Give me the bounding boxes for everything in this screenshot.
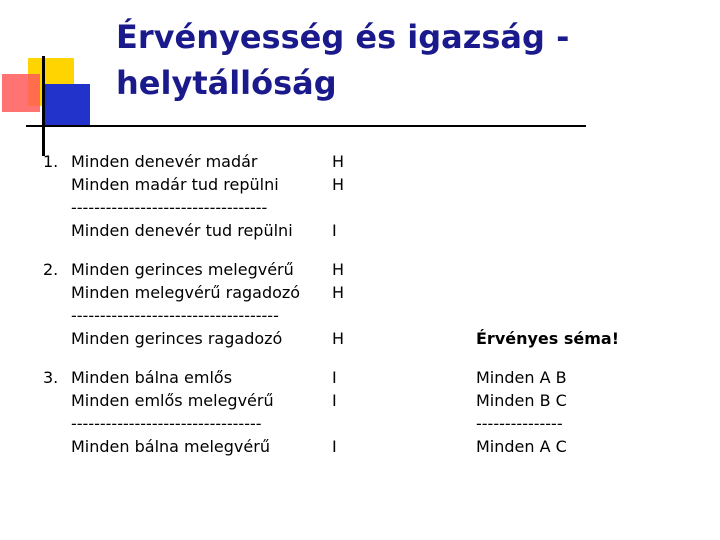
item-3-schema-2: Minden B C (476, 391, 567, 410)
item-1-statements (71, 150, 293, 242)
item-2-mark-4: H (332, 329, 345, 348)
item-3-mark-4: I (332, 437, 337, 456)
item-1-number: 1. (43, 152, 59, 171)
slide-title-line2: helytállóság (116, 64, 337, 102)
item-3-schema-1: Minden A B (476, 368, 567, 387)
item-1-mark-2: H (332, 175, 345, 194)
item-3-premise-2: Minden emlős melegvérű (71, 391, 274, 410)
logo-blue-square (42, 84, 90, 126)
item-2-premise-1: Minden gerinces melegvérű (71, 260, 294, 279)
slide-title (116, 14, 676, 106)
item-2-mark-3 (332, 304, 344, 327)
item-1-mark-3 (332, 196, 344, 219)
item-2-separator: ------------------------------------ (71, 306, 279, 325)
item-3-number: 3. (43, 368, 59, 387)
item-2-truth-values (332, 258, 344, 350)
item-3-mark-3 (332, 412, 337, 435)
item-3-mark-1: I (332, 368, 337, 387)
item-3-truth-values (332, 366, 337, 458)
slide-logo (0, 0, 110, 140)
item-2-premise-2: Minden melegvérű ragadozó (71, 283, 301, 302)
item-1-mark-4: I (332, 221, 337, 240)
item-3-conclusion: Minden bálna melegvérű (71, 437, 270, 456)
item-2-number: 2. (43, 260, 59, 279)
item-3-schema (476, 366, 567, 458)
item-3-separator: --------------------------------- (71, 414, 262, 433)
item-2-mark-2: H (332, 283, 345, 302)
item-1-separator: ---------------------------------- (71, 198, 268, 217)
valid-schema-note: Érvényes séma! (476, 329, 620, 348)
item-2-statements (71, 258, 300, 350)
item-3-schema-conclusion: Minden A C (476, 437, 567, 456)
item-1-mark-1: H (332, 152, 345, 171)
item-3-premise-1: Minden bálna emlős (71, 368, 233, 387)
item-1-premise-2: Minden madár tud repülni (71, 175, 279, 194)
item-1-premise-1: Minden denevér madár (71, 152, 258, 171)
item-2-mark-1: H (332, 260, 345, 279)
item-3-mark-2: I (332, 391, 337, 410)
slide-title-line1: Érvényesség és igazság - (116, 18, 570, 56)
item-1-conclusion: Minden denevér tud repülni (71, 221, 293, 240)
item-3-schema-separator: --------------- (476, 414, 563, 433)
logo-vertical-line (42, 56, 45, 156)
logo-red-square (2, 74, 40, 112)
item-2-conclusion: Minden gerinces ragadozó (71, 329, 283, 348)
item-3-statements (71, 366, 274, 458)
title-underline (26, 125, 586, 127)
item-1-truth-values (332, 150, 344, 242)
